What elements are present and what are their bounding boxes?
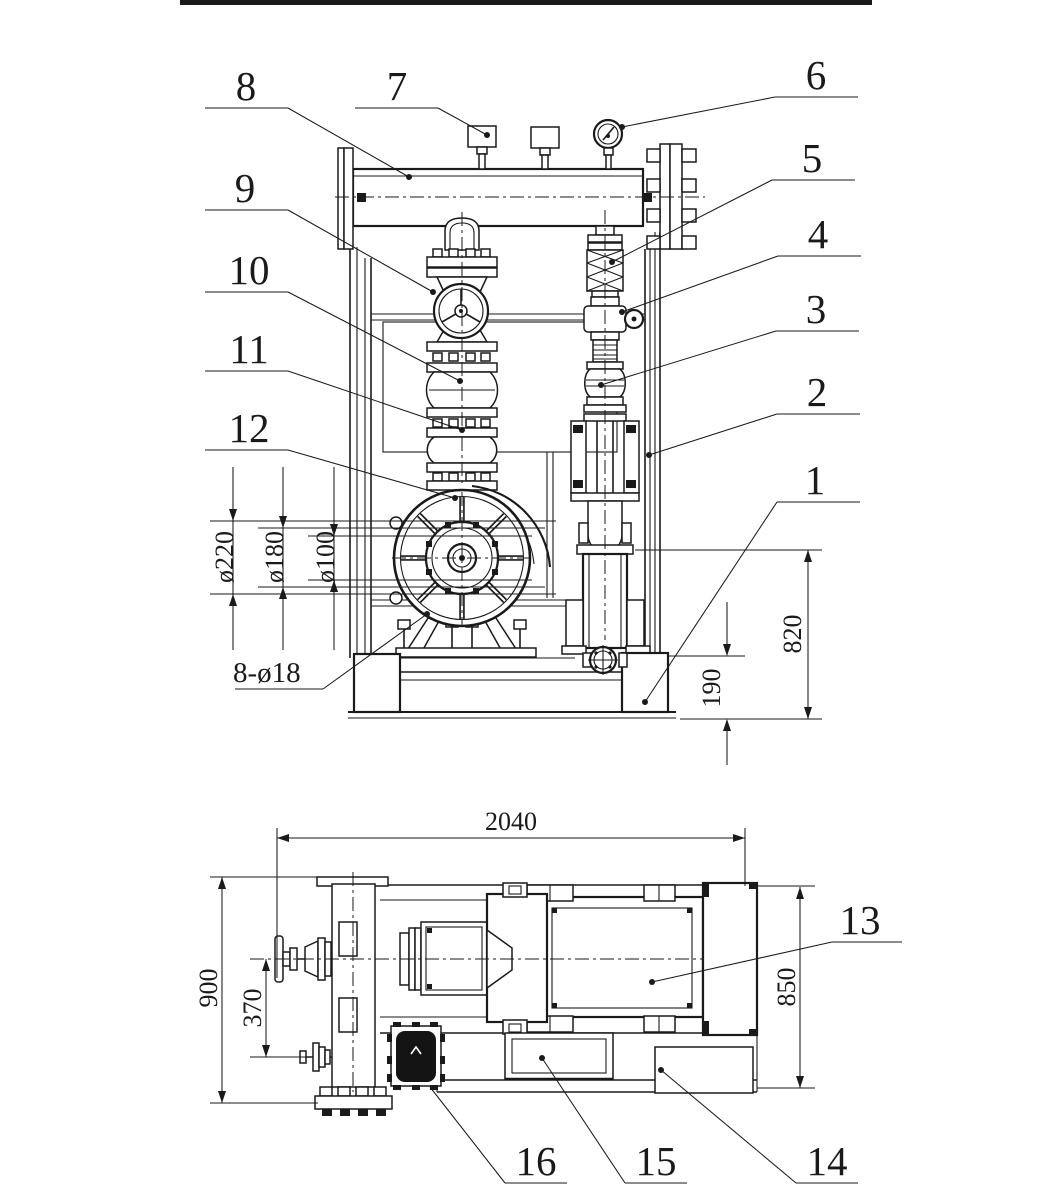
dim-dia-100: ø100 [311,531,340,583]
top-border-bar [180,0,872,5]
callout-5: 5 [801,135,823,181]
dim-bolt-holes: 8-ø18 [233,657,301,689]
callout-10: 10 [228,247,270,293]
pressure-transmitter-2 [531,127,559,169]
callout-1: 1 [804,457,826,503]
callout-9: 9 [234,165,256,211]
callout-11: 11 [229,326,269,372]
callout-14: 14 [806,1138,848,1184]
pressure-gauge [594,120,622,169]
centrifugal-pump [390,486,550,657]
callout-2: 2 [806,369,828,415]
dim-dia-220: ø220 [210,531,239,583]
front-view-callouts [205,52,861,705]
dim-width-850: 850 [772,967,801,1007]
dim-width-370: 370 [238,988,267,1028]
callout-6: 6 [805,52,827,98]
base-plate [655,1047,753,1093]
callout-3: 3 [805,286,827,332]
dim-height-190: 190 [697,668,726,708]
control-valve [584,297,643,340]
callout-13: 13 [839,897,881,943]
callout-8: 8 [235,63,257,109]
callout-4: 4 [807,211,829,257]
return-branch-right [562,210,650,654]
callout-12: 12 [228,405,270,451]
terminal-box [505,1033,613,1079]
dim-height-820: 820 [778,614,807,654]
gate-valve [434,277,488,342]
callout-16: 16 [515,1138,557,1184]
front-view-dimensions [210,467,822,765]
dim-length-2040: 2040 [485,807,537,836]
auxiliary-unit [387,1022,445,1090]
suction-branch-left [427,212,498,490]
plan-view [194,807,902,1184]
dim-dia-180: ø180 [260,531,289,583]
callout-7: 7 [386,63,408,109]
riser-column [315,872,392,1116]
front-elevation-view [205,52,861,765]
dim-width-900: 900 [194,968,223,1008]
motor-end-cap [703,883,757,1035]
callout-15: 15 [635,1138,677,1184]
drain-valve [583,645,627,675]
discharge-manifold [335,144,705,249]
